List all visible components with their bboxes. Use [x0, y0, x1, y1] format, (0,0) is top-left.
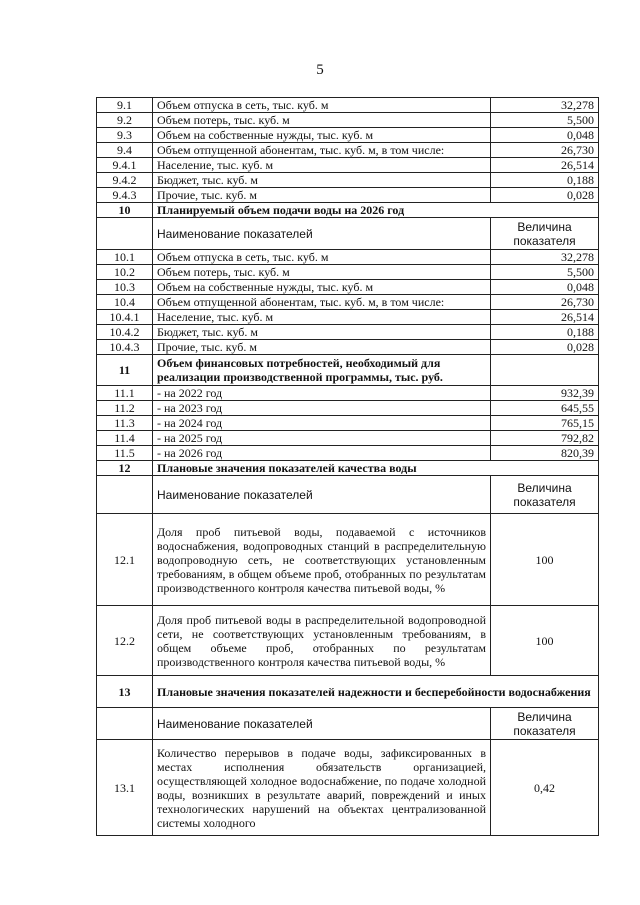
header-name: Наименование показателей	[153, 218, 491, 250]
table-row	[97, 143, 599, 158]
table-row	[97, 325, 599, 340]
row-number: 10.4.1	[97, 310, 153, 325]
row-value: 5,500	[491, 113, 599, 128]
table-row	[97, 340, 599, 355]
row-value: 0,188	[491, 173, 599, 188]
table-row	[97, 173, 599, 188]
table-row	[97, 514, 599, 606]
row-value: 32,278	[491, 250, 599, 265]
table-row	[97, 606, 599, 676]
row-name: Объем отпуска в сеть, тыс. куб. м	[153, 250, 491, 265]
row-name: Бюджет, тыс. куб. м	[153, 325, 491, 340]
row-name: Объем отпущенной абонентам, тыс. куб. м, в том числе:	[153, 295, 491, 310]
section-number: 12	[97, 461, 153, 476]
row-value: 0,048	[491, 128, 599, 143]
header-value: Величина показателя	[491, 476, 599, 514]
row-value: 26,514	[491, 310, 599, 325]
row-name: Доля проб питьевой воды в распределительной водопроводной сети, не соответствующих установленным требованиям, в общем объеме проб, отобранных по результатам производственного контроля качества питьевой воды, %	[153, 606, 491, 676]
table-row	[97, 265, 599, 280]
page-number: 5	[316, 62, 324, 78]
row-name: Прочие, тыс. куб. м	[153, 340, 491, 355]
row-name: Доля проб питьевой воды, подаваемой с источников водоснабжения, водопроводных станций в распределительную водопроводную сеть, не соответствующих установленным требованиям, в общем объеме проб, отобранных по результатам производственного контроля качества питьевой воды, %	[153, 514, 491, 606]
row-name: Объем на собственные нужды, тыс. куб. м	[153, 128, 491, 143]
table-row	[97, 386, 599, 401]
row-value: 26,730	[491, 295, 599, 310]
row-value: 0,42	[491, 740, 599, 836]
header-value: Величина показателя	[491, 218, 599, 250]
row-name: - на 2022 год	[153, 386, 491, 401]
row-name: - на 2026 год	[153, 446, 491, 461]
header-empty-cell	[97, 218, 153, 250]
row-value: 0,028	[491, 188, 599, 203]
row-number: 10.4.2	[97, 325, 153, 340]
table-row	[97, 446, 599, 461]
table-header-row	[97, 708, 599, 740]
section-title: Плановые значения показателей надежности и бесперебойности водоснабжения	[153, 676, 599, 708]
table-header-row	[97, 218, 599, 250]
row-value: 645,55	[491, 401, 599, 416]
row-number: 12.2	[97, 606, 153, 676]
indicators-table	[96, 97, 599, 836]
row-name: Объем отпущенной абонентам, тыс. куб. м, в том числе:	[153, 143, 491, 158]
section-heading-row	[97, 676, 599, 708]
row-value: 5,500	[491, 265, 599, 280]
row-value: 0,048	[491, 280, 599, 295]
row-value: 792,82	[491, 431, 599, 446]
row-name: Объем потерь, тыс. куб. м	[153, 265, 491, 280]
row-number: 9.4.1	[97, 158, 153, 173]
row-value: 932,39	[491, 386, 599, 401]
row-number: 12.1	[97, 514, 153, 606]
table-row	[97, 250, 599, 265]
section-number: 11	[97, 355, 153, 386]
row-number: 11.1	[97, 386, 153, 401]
table-row	[97, 416, 599, 431]
section-heading-row	[97, 461, 599, 476]
table-row	[97, 128, 599, 143]
row-value: 820,39	[491, 446, 599, 461]
row-name: Количество перерывов в подаче воды, зафиксированных в местах исполнения обязательств организацией, осуществляющей холодное водоснабжение, по подаче холодной воды, возникших в результате аварий, повреждений и иных технологических нарушений на объектах централизованной системы холодного	[153, 740, 491, 836]
row-value: 26,514	[491, 158, 599, 173]
row-value: 100	[491, 514, 599, 606]
row-name: - на 2023 год	[153, 401, 491, 416]
row-name: Население, тыс. куб. м	[153, 158, 491, 173]
section-heading-row	[97, 203, 599, 218]
row-name: Бюджет, тыс. куб. м	[153, 173, 491, 188]
row-number: 11.5	[97, 446, 153, 461]
header-empty-cell	[97, 708, 153, 740]
row-number: 11.2	[97, 401, 153, 416]
row-value: 100	[491, 606, 599, 676]
row-number: 9.4.3	[97, 188, 153, 203]
row-number: 9.3	[97, 128, 153, 143]
row-name: Население, тыс. куб. м	[153, 310, 491, 325]
row-number: 13.1	[97, 740, 153, 836]
table-header-row	[97, 476, 599, 514]
row-number: 10.3	[97, 280, 153, 295]
table-row	[97, 740, 599, 836]
row-number: 10.1	[97, 250, 153, 265]
row-number: 9.4.2	[97, 173, 153, 188]
table-row	[97, 98, 599, 113]
table-row	[97, 431, 599, 446]
table-row	[97, 113, 599, 128]
row-name: Прочие, тыс. куб. м	[153, 188, 491, 203]
row-number: 10.4.3	[97, 340, 153, 355]
section-title: Плановые значения показателей качества воды	[153, 461, 599, 476]
row-name: Объем потерь, тыс. куб. м	[153, 113, 491, 128]
row-number: 11.4	[97, 431, 153, 446]
row-name: Объем на собственные нужды, тыс. куб. м	[153, 280, 491, 295]
section-title-empty-cell	[491, 355, 599, 386]
section-heading-row	[97, 355, 599, 386]
section-number: 10	[97, 203, 153, 218]
row-name: - на 2024 год	[153, 416, 491, 431]
row-number: 10.2	[97, 265, 153, 280]
header-empty-cell	[97, 476, 153, 514]
row-number: 10.4	[97, 295, 153, 310]
section-number: 13	[97, 676, 153, 708]
table-row	[97, 188, 599, 203]
row-name: Объем отпуска в сеть, тыс. куб. м	[153, 98, 491, 113]
section-title: Объем финансовых потребностей, необходимый для реализации производственной программы, тыс. руб.	[153, 355, 491, 386]
table-row	[97, 280, 599, 295]
row-value: 0,188	[491, 325, 599, 340]
row-name: - на 2025 год	[153, 431, 491, 446]
table-row	[97, 295, 599, 310]
header-name: Наименование показателей	[153, 708, 491, 740]
table-row	[97, 310, 599, 325]
section-title: Планируемый объем подачи воды на 2026 год	[153, 203, 599, 218]
header-name: Наименование показателей	[153, 476, 491, 514]
row-value: 26,730	[491, 143, 599, 158]
row-value: 765,15	[491, 416, 599, 431]
header-value: Величина показателя	[491, 708, 599, 740]
row-number: 11.3	[97, 416, 153, 431]
table-row	[97, 158, 599, 173]
row-value: 32,278	[491, 98, 599, 113]
table-row	[97, 401, 599, 416]
row-number: 9.2	[97, 113, 153, 128]
row-value: 0,028	[491, 340, 599, 355]
row-number: 9.4	[97, 143, 153, 158]
row-number: 9.1	[97, 98, 153, 113]
